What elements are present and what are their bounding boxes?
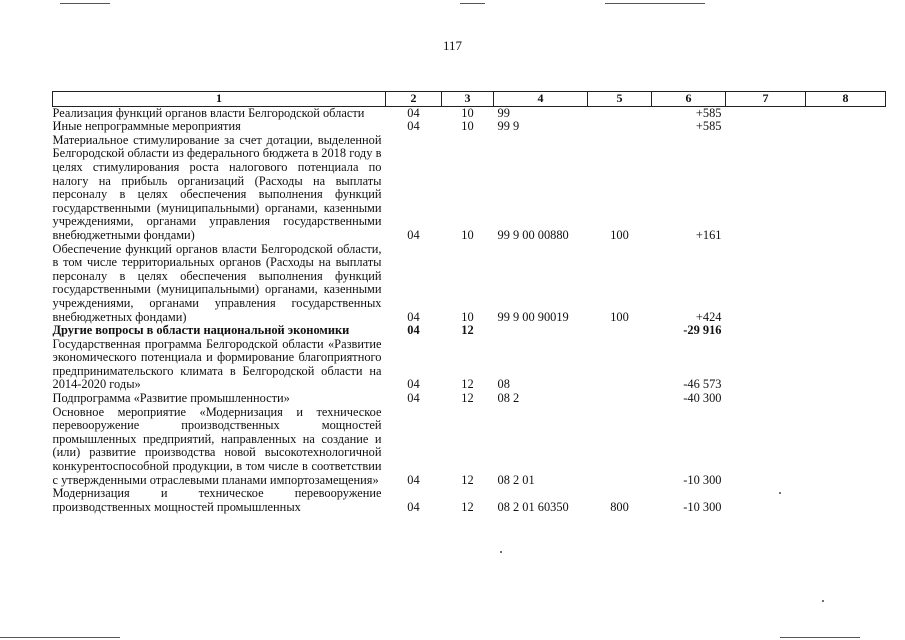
table-row <box>53 324 886 338</box>
row-target-code <box>494 324 588 338</box>
row-target-code: 08 <box>497 377 510 392</box>
scan-edge-top-mid <box>460 3 485 4</box>
header-col-2: 2 <box>386 92 442 107</box>
row-amount: +585 <box>695 119 722 134</box>
row-col-7 <box>726 106 806 120</box>
row-amount: +585 <box>695 105 722 120</box>
row-amount: -29 916 <box>683 323 722 338</box>
row-target-code: 08 2 01 <box>497 472 535 487</box>
row-section: 04 <box>407 472 420 487</box>
row-amount: -10 300 <box>683 472 722 487</box>
header-col-5: 5 <box>588 92 652 107</box>
row-amount: +424 <box>695 309 722 324</box>
row-subsection: 12 <box>461 391 474 406</box>
row-col-7 <box>726 243 806 325</box>
scan-speck <box>500 551 502 553</box>
row-col-8 <box>806 134 886 243</box>
row-description: Другие вопросы в области национальной экономики <box>52 323 350 338</box>
page-number: 117 <box>442 38 463 53</box>
row-col-7 <box>726 338 806 392</box>
scan-edge-bottom-right <box>780 637 860 638</box>
row-section: 04 <box>407 377 420 392</box>
scan-speck <box>822 600 824 602</box>
row-section: 04 <box>407 391 420 406</box>
header-col-4: 4 <box>494 92 588 107</box>
row-expense-type <box>588 106 652 120</box>
row-col-7 <box>726 406 806 488</box>
row-description: Подпрограмма «Развитие промышленности» <box>52 391 290 406</box>
table-row <box>53 392 886 406</box>
row-section: 04 <box>407 119 420 134</box>
row-col-8 <box>806 106 886 120</box>
scan-edge-bottom-left <box>0 637 120 638</box>
table-row <box>53 243 886 325</box>
row-expense-type <box>588 338 652 392</box>
budget-table <box>52 91 886 514</box>
row-subsection: 12 <box>461 377 474 392</box>
row-subsection: 10 <box>461 309 474 324</box>
table-row <box>53 120 886 134</box>
row-target-code: 08 2 <box>497 391 520 406</box>
row-subsection: 12 <box>461 499 474 514</box>
row-col-8 <box>806 120 886 134</box>
row-expense-type <box>588 392 652 406</box>
row-amount: -40 300 <box>683 391 722 406</box>
table-row <box>53 106 886 120</box>
row-section: 04 <box>407 227 420 242</box>
row-col-8 <box>806 243 886 325</box>
row-target-code: 99 9 00 90019 <box>497 309 569 324</box>
row-subsection: 10 <box>461 119 474 134</box>
scan-speck <box>779 492 781 494</box>
row-target-code: 08 2 01 60350 <box>497 499 569 514</box>
row-subsection: 12 <box>461 323 474 338</box>
row-subsection: 12 <box>461 472 474 487</box>
row-col-7 <box>726 324 806 338</box>
row-target-code: 99 <box>497 105 510 120</box>
row-description: Материальное стимулирование за счет дотации, выделенной Белгородской области из федерального бюджета в 2018 году в целях стимулирования роста налогового потенциала по налогу на прибыль организаций (Расходы на выплаты персоналу в целях обеспечения выполнения функций государственными (муниципальными) органами, казенными учреждениями, органами управления государственными внебюджетными фондами) <box>52 132 382 242</box>
table-row <box>53 338 886 392</box>
table-row <box>53 134 886 243</box>
row-col-8 <box>806 392 886 406</box>
row-expense-type: 100 <box>610 227 629 242</box>
row-expense-type <box>588 324 652 338</box>
row-subsection: 10 <box>461 105 474 120</box>
row-description: Государственная программа Белгородской области «Развитие экономического потенциала и формирование благоприятного предпринимательского климата в Белгородской области на 2014-2020 годы» <box>52 336 382 392</box>
row-col-8 <box>806 406 886 488</box>
header-col-6: 6 <box>652 92 726 107</box>
row-expense-type <box>588 120 652 134</box>
scan-edge-top-left <box>60 3 110 4</box>
row-amount: +161 <box>695 227 722 242</box>
row-subsection: 10 <box>461 227 474 242</box>
table-header-row <box>53 92 886 107</box>
table-row <box>53 487 886 514</box>
row-target-code: 99 9 00 00880 <box>497 227 569 242</box>
header-col-7: 7 <box>726 92 806 107</box>
row-expense-type: 800 <box>610 499 629 514</box>
row-description: Реализация функций органов власти Белгородской области <box>52 105 365 120</box>
row-amount: -10 300 <box>683 499 722 514</box>
row-section: 04 <box>407 105 420 120</box>
row-description: Обеспечение функций органов власти Белгородской области, в том числе территориальных органов (Расходы на выплаты персоналу в целях обеспечения выполнения функций государственными (муниципальными) органами, казенными учреждениями, органами управления государственных внебюджетных фондами) <box>52 241 382 324</box>
header-col-8: 8 <box>806 92 886 107</box>
table-row <box>53 406 886 488</box>
row-col-8 <box>806 324 886 338</box>
row-target-code: 99 9 <box>497 119 520 134</box>
row-col-8 <box>806 487 886 514</box>
row-section: 04 <box>407 499 420 514</box>
row-col-7 <box>726 392 806 406</box>
row-col-7 <box>726 487 806 514</box>
row-expense-type <box>588 406 652 488</box>
row-col-8 <box>806 338 886 392</box>
row-description: Иные непрограммные мероприятия <box>52 119 241 134</box>
scan-edge-top-right <box>605 3 705 4</box>
row-amount: -46 573 <box>683 377 722 392</box>
header-col-3: 3 <box>442 92 494 107</box>
row-expense-type: 100 <box>610 309 629 324</box>
row-description: Модернизация и техническое перевооружение производственных мощностей промышленных <box>52 486 382 514</box>
row-section: 04 <box>407 323 420 338</box>
row-col-7 <box>726 134 806 243</box>
row-section: 04 <box>407 309 420 324</box>
row-col-7 <box>726 120 806 134</box>
row-description: Основное мероприятие «Модернизация и техническое перевооружение производственных мощностей промышленных предприятий, направленных на создание и (или) развитие производства новой высокотехнологичной конкурентоспособной продукции, в том числе в соответствии с утвержденными отраслевыми планами импортозамещения» <box>52 404 382 487</box>
header-col-1: 1 <box>53 92 386 107</box>
